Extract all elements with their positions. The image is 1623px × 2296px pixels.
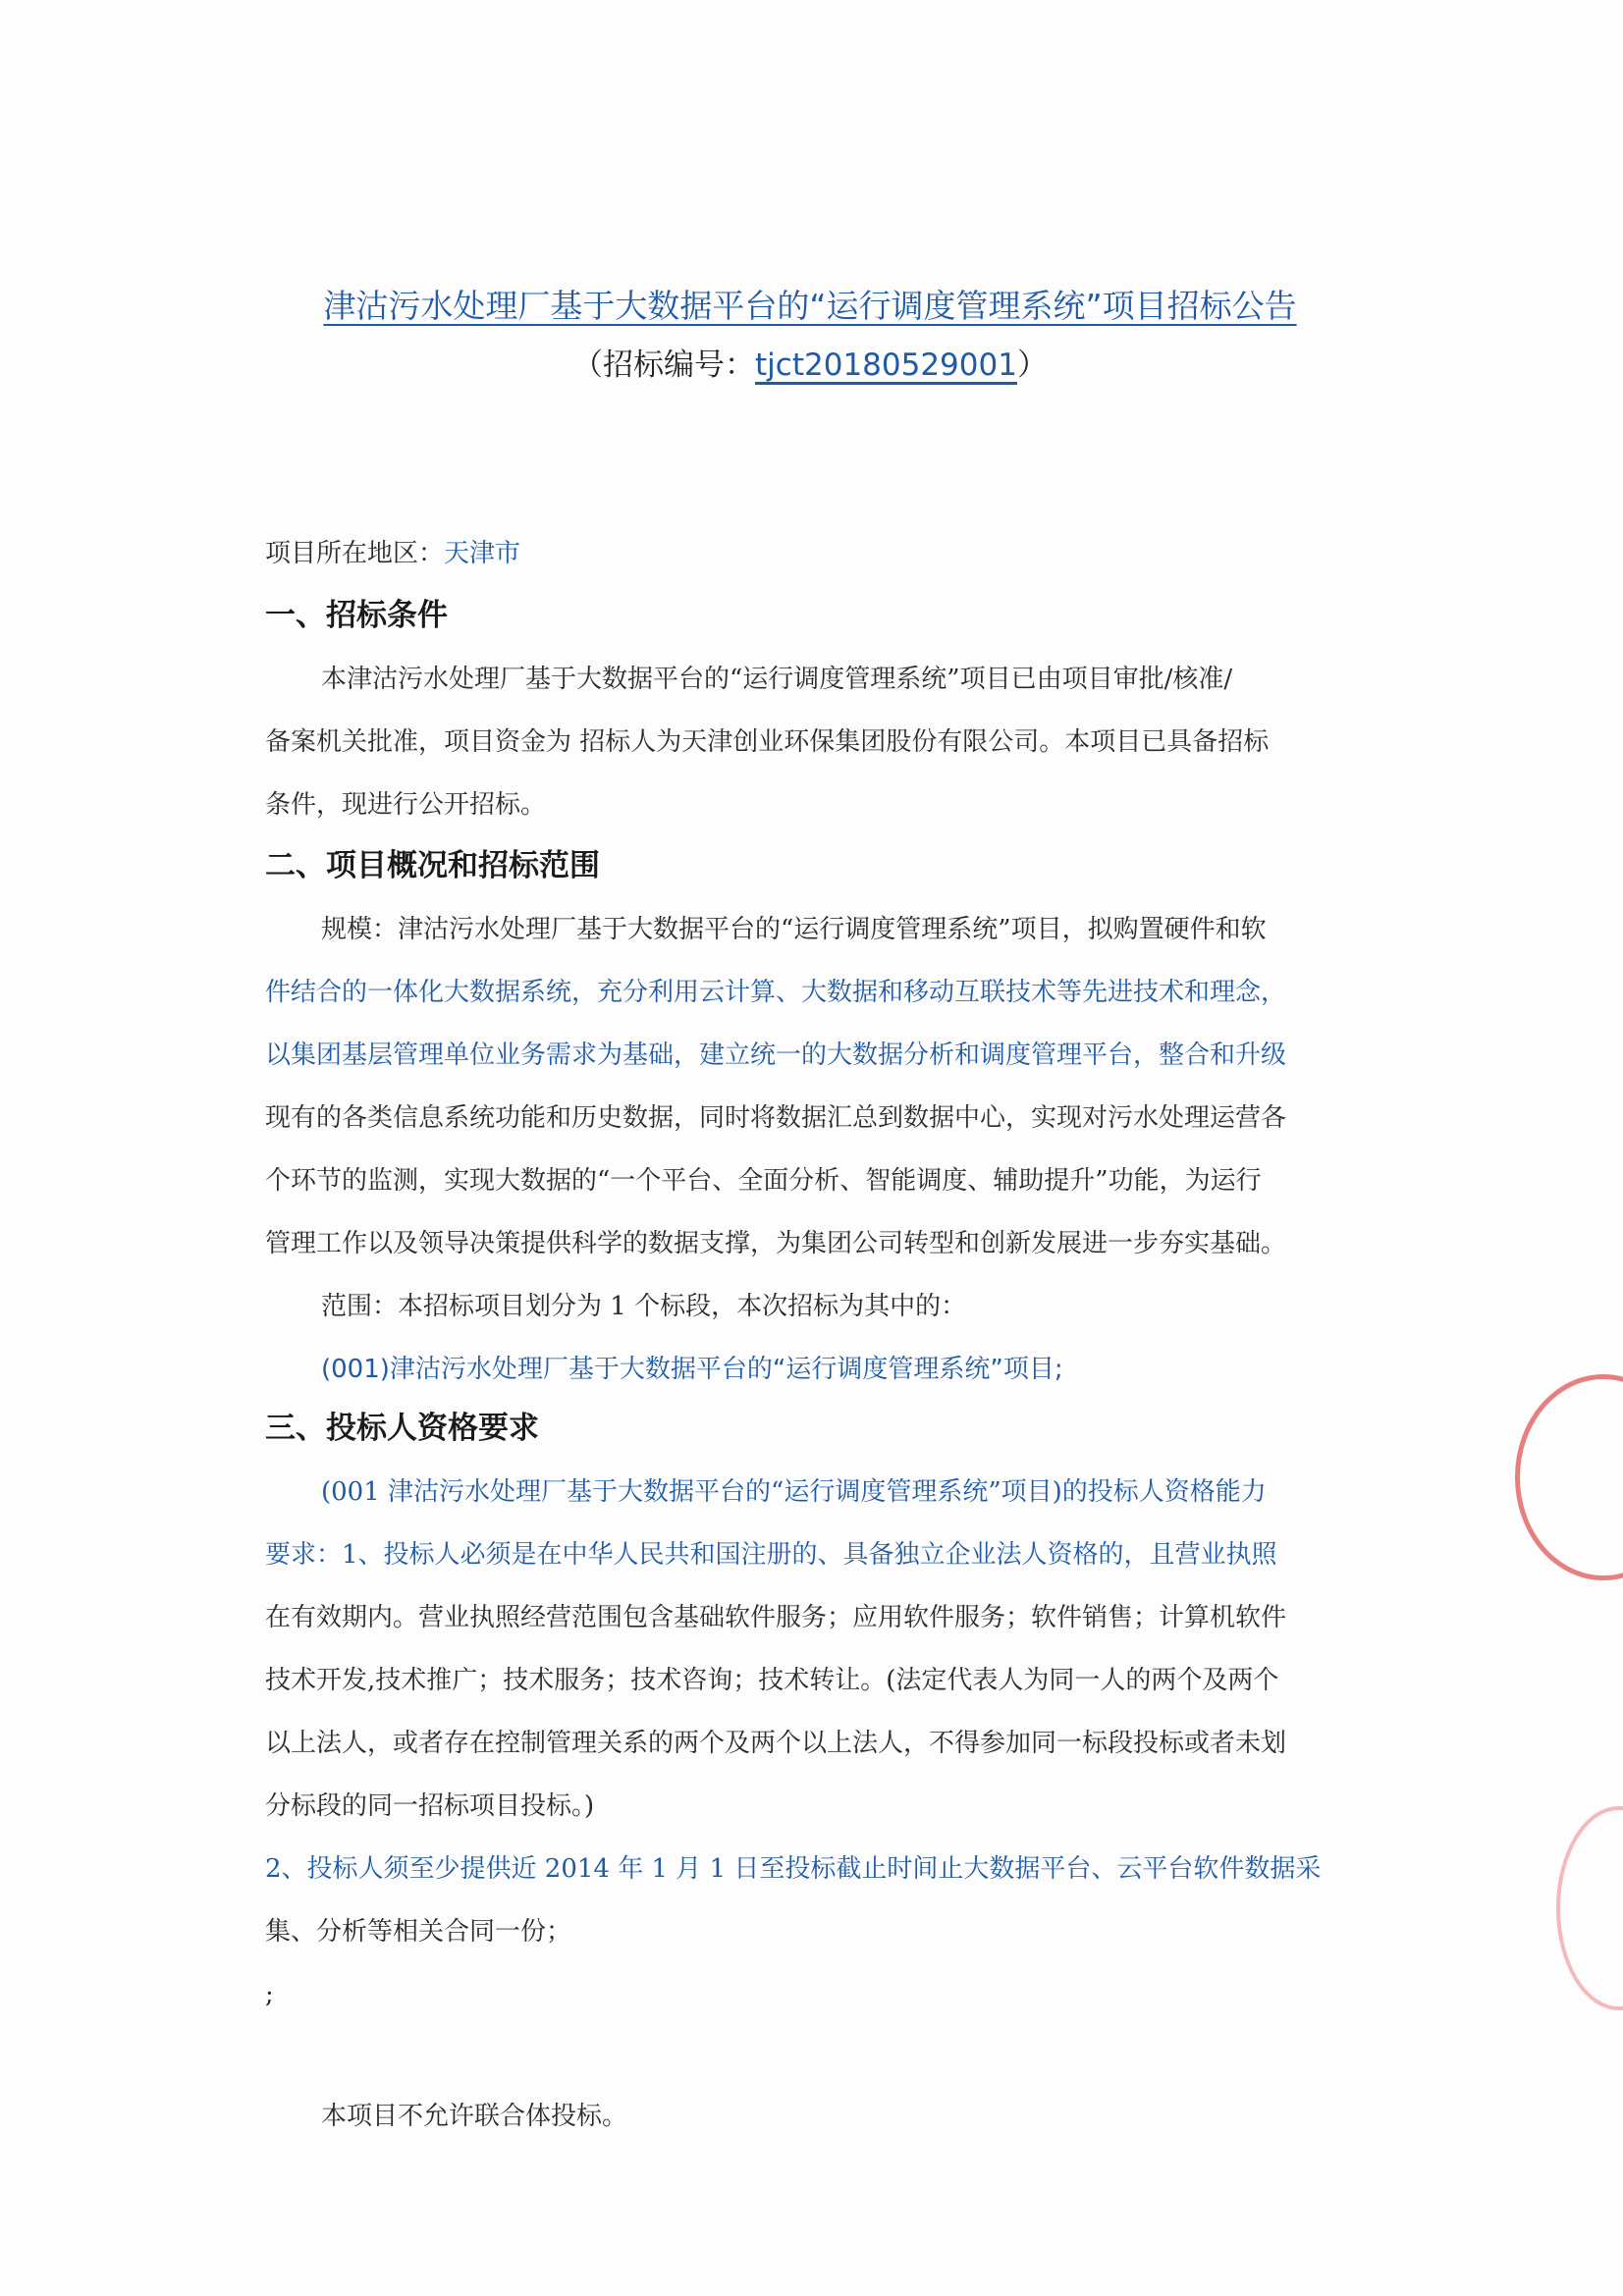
paragraph-line: 现有的各类信息系统功能和历史数据，同时将数据汇总到数据中心，实现对污水处理运营各: [265, 1103, 1287, 1133]
document-subtitle: （招标编号：tjct20180529001）: [572, 347, 1048, 383]
paragraph-line: 以上法人，或者存在控制管理关系的两个及两个以上法人，不得参加同一标段投标或者未划: [265, 1729, 1287, 1758]
paragraph-line: 个环节的监测，实现大数据的“一个平台、全面分析、智能调度、辅助提升”功能，为运行: [265, 1166, 1262, 1196]
paragraph-line: 规模：津沽污水处理厂基于大数据平台的“运行调度管理系统”项目，拟购置硬件和软: [321, 915, 1267, 944]
red-seal-stamp: [1515, 1374, 1623, 1580]
tender-code: tjct20180529001: [755, 347, 1017, 383]
red-seal-stamp-faint: [1556, 1806, 1623, 2010]
paragraph-line: 分标段的同一招标项目投标。): [265, 1791, 595, 1821]
section-heading-3: 三、投标人资格要求: [265, 1411, 539, 1446]
region-value: 天津市: [444, 539, 521, 568]
paragraph-line: 条件，现进行公开招标。: [265, 790, 547, 820]
region-line: 项目所在地区：天津市: [265, 539, 521, 568]
paragraph-line: 集、分析等相关合同一份；: [265, 1917, 572, 1947]
paragraph-line: 技术开发,技术推广；技术服务；技术咨询；技术转让。(法定代表人为同一人的两个及两个: [265, 1666, 1279, 1695]
document-title: 津沽污水处理厂基于大数据平台的“运行调度管理系统”项目招标公告: [323, 287, 1297, 325]
section-heading-1: 一、招标条件: [265, 598, 448, 633]
scope-line: 范围：本招标项目划分为 1 个标段，本次招标为其中的：: [321, 1292, 967, 1321]
paragraph-line: 2、投标人须至少提供近 2014 年 1 月 1 日至投标截止时间止大数据平台、云平台软件数据采: [265, 1854, 1322, 1884]
paragraph-line: 件结合的一体化大数据系统，充分利用云计算、大数据和移动互联技术等先进技术和理念，: [265, 978, 1287, 1007]
lot-line: (001)津沽污水处理厂基于大数据平台的“运行调度管理系统”项目;: [321, 1355, 1063, 1384]
paragraph-line: 在有效期内。营业执照经营范围包含基础软件服务；应用软件服务；软件销售；计算机软件: [265, 1603, 1287, 1632]
paragraph-line: 以集团基层管理单位业务需求为基础，建立统一的大数据分析和调度管理平台，整合和升级: [265, 1041, 1287, 1070]
paragraph-line: ;: [265, 1980, 274, 2009]
paragraph-line: 备案机关批准，项目资金为 招标人为天津创业环保集团股份有限公司。本项目已具备招标: [265, 727, 1270, 757]
paragraph-line: 本津沽污水处理厂基于大数据平台的“运行调度管理系统”项目已由项目审批/核准/: [321, 665, 1233, 694]
section-heading-2: 二、项目概况和招标范围: [265, 848, 600, 883]
paragraph-line: 管理工作以及领导决策提供科学的数据支撑，为集团公司转型和创新发展进一步夯实基础。: [265, 1229, 1287, 1258]
paragraph-line: (001 津沽污水处理厂基于大数据平台的“运行调度管理系统”项目)的投标人资格能力: [321, 1477, 1267, 1507]
paragraph-line: 要求：1、投标人必须是在中华人民共和国注册的、具备独立企业法人资格的，且营业执照: [265, 1540, 1277, 1570]
closing-line: 本项目不允许联合体投标。: [321, 2102, 628, 2131]
